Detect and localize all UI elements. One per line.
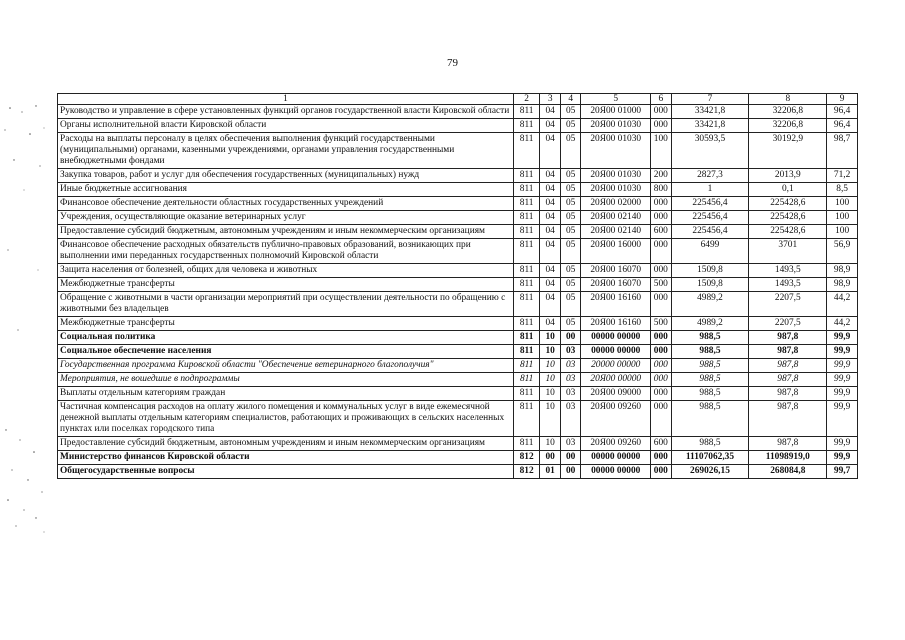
table-row xyxy=(58,211,858,225)
row-expense-type-cell: 500 xyxy=(651,278,671,292)
table-row xyxy=(58,359,858,373)
row-name-cell: Финансовое обеспечение деятельности областных государственных учреждений xyxy=(58,197,514,211)
row-executed-amount-cell: 225428,6 xyxy=(749,225,827,239)
row-subsection-cell: 05 xyxy=(560,264,580,278)
row-ministry-code-cell: 811 xyxy=(513,264,540,278)
row-name-cell: Министерство финансов Кировской области xyxy=(58,451,514,465)
row-executed-amount-cell: 32206,8 xyxy=(749,119,827,133)
row-planned-amount-cell: 30593,5 xyxy=(671,133,749,169)
row-target-article-cell: 00000 00000 xyxy=(581,345,651,359)
row-target-article-cell: 00000 00000 xyxy=(581,465,651,479)
row-ministry-code-cell: 811 xyxy=(513,387,540,401)
row-planned-amount-cell: 988,5 xyxy=(671,387,749,401)
row-expense-type-cell: 000 xyxy=(651,119,671,133)
row-subsection-cell: 05 xyxy=(560,133,580,169)
table-row xyxy=(58,239,858,264)
row-planned-amount-cell: 11107062,35 xyxy=(671,451,749,465)
row-name-cell: Предоставление субсидий бюджетным, автономным учреждениям и иным некоммерческим организациям xyxy=(58,225,514,239)
row-executed-amount-cell: 0,1 xyxy=(749,183,827,197)
row-name-cell: Расходы на выплаты персоналу в целях обеспечения выполнения функций государственными (муниципальными) органами, казенными учреждениями, органами управления государственными внебюджетными фондами xyxy=(58,133,514,169)
column-header-8: 8 xyxy=(749,94,827,105)
row-name-cell: Частичная компенсация расходов на оплату жилого помещения и коммунальных услуг в виде ежемесячной денежной выплаты отдельным категориям специалистов, работающих и проживающих в сельских населенных пунктах или поселках городского типа xyxy=(58,401,514,437)
row-executed-amount-cell: 268084,8 xyxy=(749,465,827,479)
table-row xyxy=(58,133,858,169)
row-ministry-code-cell: 811 xyxy=(513,278,540,292)
row-section-cell: 00 xyxy=(540,451,560,465)
row-executed-amount-cell: 32206,8 xyxy=(749,105,827,119)
row-planned-amount-cell: 988,5 xyxy=(671,401,749,437)
row-name-cell: Иные бюджетные ассигнования xyxy=(58,183,514,197)
row-expense-type-cell: 000 xyxy=(651,359,671,373)
row-expense-type-cell: 000 xyxy=(651,239,671,264)
row-target-article-cell: 20Я00 02140 xyxy=(581,225,651,239)
row-ministry-code-cell: 811 xyxy=(513,197,540,211)
row-ministry-code-cell: 812 xyxy=(513,451,540,465)
row-executed-amount-cell: 987,8 xyxy=(749,345,827,359)
row-ministry-code-cell: 811 xyxy=(513,225,540,239)
row-subsection-cell: 05 xyxy=(560,317,580,331)
row-subsection-cell: 03 xyxy=(560,359,580,373)
row-target-article-cell: 20Я00 16070 xyxy=(581,278,651,292)
row-target-article-cell: 20Я00 01030 xyxy=(581,183,651,197)
row-target-article-cell: 20Я00 01030 xyxy=(581,133,651,169)
row-name-cell: Социальное обеспечение населения xyxy=(58,345,514,359)
row-section-cell: 04 xyxy=(540,317,560,331)
row-subsection-cell: 05 xyxy=(560,183,580,197)
row-section-cell: 10 xyxy=(540,359,560,373)
row-section-cell: 04 xyxy=(540,183,560,197)
row-name-cell: Закупка товаров, работ и услуг для обеспечения государственных (муниципальных) нужд xyxy=(58,169,514,183)
row-percent-cell: 96,4 xyxy=(827,119,858,133)
column-header-2: 2 xyxy=(513,94,540,105)
row-executed-amount-cell: 2013,9 xyxy=(749,169,827,183)
table-row xyxy=(58,331,858,345)
row-section-cell: 10 xyxy=(540,387,560,401)
row-name-cell: Органы исполнительной власти Кировской области xyxy=(58,119,514,133)
row-planned-amount-cell: 988,5 xyxy=(671,359,749,373)
row-subsection-cell: 03 xyxy=(560,345,580,359)
row-target-article-cell: 20Я00 16000 xyxy=(581,239,651,264)
row-planned-amount-cell: 988,5 xyxy=(671,331,749,345)
row-percent-cell: 44,2 xyxy=(827,292,858,317)
row-subsection-cell: 05 xyxy=(560,292,580,317)
row-expense-type-cell: 100 xyxy=(651,133,671,169)
row-name-cell: Руководство и управление в сфере установленных функций органов государственной власти Кировской области xyxy=(58,105,514,119)
row-target-article-cell: 20Я00 09260 xyxy=(581,437,651,451)
row-target-article-cell: 20Я00 01000 xyxy=(581,105,651,119)
row-name-cell: Мероприятия, не вошедшие в подпрограммы xyxy=(58,373,514,387)
row-expense-type-cell: 000 xyxy=(651,264,671,278)
row-ministry-code-cell: 811 xyxy=(513,239,540,264)
row-section-cell: 04 xyxy=(540,264,560,278)
row-percent-cell: 98,9 xyxy=(827,278,858,292)
table-row xyxy=(58,183,858,197)
row-expense-type-cell: 600 xyxy=(651,437,671,451)
row-planned-amount-cell: 225456,4 xyxy=(671,225,749,239)
row-subsection-cell: 05 xyxy=(560,119,580,133)
row-expense-type-cell: 000 xyxy=(651,401,671,437)
row-subsection-cell: 05 xyxy=(560,239,580,264)
row-expense-type-cell: 000 xyxy=(651,292,671,317)
row-executed-amount-cell: 1493,5 xyxy=(749,264,827,278)
row-ministry-code-cell: 811 xyxy=(513,345,540,359)
row-ministry-code-cell: 811 xyxy=(513,169,540,183)
row-expense-type-cell: 000 xyxy=(651,465,671,479)
row-expense-type-cell: 200 xyxy=(651,169,671,183)
row-percent-cell: 98,7 xyxy=(827,133,858,169)
row-expense-type-cell: 000 xyxy=(651,331,671,345)
row-subsection-cell: 03 xyxy=(560,387,580,401)
row-section-cell: 01 xyxy=(540,465,560,479)
row-expense-type-cell: 000 xyxy=(651,211,671,225)
binding-speckle-marks xyxy=(0,100,50,540)
row-expense-type-cell: 000 xyxy=(651,197,671,211)
row-percent-cell: 99,9 xyxy=(827,359,858,373)
row-percent-cell: 100 xyxy=(827,197,858,211)
row-ministry-code-cell: 811 xyxy=(513,401,540,437)
table-row xyxy=(58,197,858,211)
row-target-article-cell: 20Я00 16160 xyxy=(581,317,651,331)
row-target-article-cell: 20Я00 01030 xyxy=(581,169,651,183)
row-ministry-code-cell: 812 xyxy=(513,465,540,479)
row-expense-type-cell: 000 xyxy=(651,345,671,359)
table-row xyxy=(58,345,858,359)
row-executed-amount-cell: 987,8 xyxy=(749,387,827,401)
row-ministry-code-cell: 811 xyxy=(513,292,540,317)
row-target-article-cell: 20Я00 16160 xyxy=(581,292,651,317)
row-name-cell: Предоставление субсидий бюджетным, автономным учреждениям и иным некоммерческим организациям xyxy=(58,437,514,451)
row-target-article-cell: 20Я00 01030 xyxy=(581,119,651,133)
row-section-cell: 10 xyxy=(540,345,560,359)
column-header-4: 4 xyxy=(560,94,580,105)
row-ministry-code-cell: 811 xyxy=(513,133,540,169)
row-subsection-cell: 05 xyxy=(560,278,580,292)
row-subsection-cell: 05 xyxy=(560,225,580,239)
row-planned-amount-cell: 6499 xyxy=(671,239,749,264)
row-section-cell: 10 xyxy=(540,373,560,387)
row-percent-cell: 99,7 xyxy=(827,465,858,479)
row-subsection-cell: 03 xyxy=(560,401,580,437)
row-name-cell: Общегосударственные вопросы xyxy=(58,465,514,479)
row-planned-amount-cell: 4989,2 xyxy=(671,292,749,317)
table-row xyxy=(58,264,858,278)
table-body xyxy=(58,94,858,479)
row-subsection-cell: 05 xyxy=(560,197,580,211)
row-executed-amount-cell: 30192,9 xyxy=(749,133,827,169)
row-planned-amount-cell: 4989,2 xyxy=(671,317,749,331)
row-executed-amount-cell: 987,8 xyxy=(749,401,827,437)
row-percent-cell: 99,9 xyxy=(827,331,858,345)
table-row xyxy=(58,169,858,183)
row-name-cell: Социальная политика xyxy=(58,331,514,345)
row-ministry-code-cell: 811 xyxy=(513,317,540,331)
table-row xyxy=(58,225,858,239)
row-percent-cell: 71,2 xyxy=(827,169,858,183)
row-name-cell: Учреждения, осуществляющие оказание ветеринарных услуг xyxy=(58,211,514,225)
table-row xyxy=(58,401,858,437)
row-planned-amount-cell: 2827,3 xyxy=(671,169,749,183)
row-planned-amount-cell: 988,5 xyxy=(671,345,749,359)
row-executed-amount-cell: 225428,6 xyxy=(749,211,827,225)
table-row xyxy=(58,451,858,465)
row-percent-cell: 56,9 xyxy=(827,239,858,264)
row-percent-cell: 100 xyxy=(827,211,858,225)
row-percent-cell: 99,9 xyxy=(827,387,858,401)
row-expense-type-cell: 600 xyxy=(651,225,671,239)
table-row xyxy=(58,278,858,292)
row-subsection-cell: 03 xyxy=(560,437,580,451)
row-executed-amount-cell: 11098919,0 xyxy=(749,451,827,465)
row-executed-amount-cell: 225428,6 xyxy=(749,197,827,211)
row-expense-type-cell: 000 xyxy=(651,387,671,401)
row-target-article-cell: 20Я00 09260 xyxy=(581,401,651,437)
page-number: 79 xyxy=(447,57,458,69)
row-executed-amount-cell: 987,8 xyxy=(749,359,827,373)
row-subsection-cell: 05 xyxy=(560,169,580,183)
row-name-cell: Государственная программа Кировской области "Обеспечение ветеринарного благополучия" xyxy=(58,359,514,373)
column-header-6: 6 xyxy=(651,94,671,105)
table-row xyxy=(58,465,858,479)
row-ministry-code-cell: 811 xyxy=(513,437,540,451)
row-target-article-cell: 20000 00000 xyxy=(581,359,651,373)
row-ministry-code-cell: 811 xyxy=(513,211,540,225)
row-subsection-cell: 05 xyxy=(560,211,580,225)
table-row xyxy=(58,119,858,133)
row-percent-cell: 99,9 xyxy=(827,401,858,437)
table-row xyxy=(58,292,858,317)
row-ministry-code-cell: 811 xyxy=(513,105,540,119)
row-percent-cell: 99,9 xyxy=(827,345,858,359)
row-ministry-code-cell: 811 xyxy=(513,373,540,387)
row-section-cell: 10 xyxy=(540,401,560,437)
row-executed-amount-cell: 987,8 xyxy=(749,437,827,451)
row-percent-cell: 8,5 xyxy=(827,183,858,197)
row-planned-amount-cell: 33421,8 xyxy=(671,119,749,133)
row-planned-amount-cell: 225456,4 xyxy=(671,197,749,211)
row-target-article-cell: 00000 00000 xyxy=(581,331,651,345)
column-header-7: 7 xyxy=(671,94,749,105)
row-target-article-cell: 20Я00 02000 xyxy=(581,197,651,211)
table-row xyxy=(58,387,858,401)
row-section-cell: 04 xyxy=(540,197,560,211)
row-section-cell: 10 xyxy=(540,331,560,345)
row-subsection-cell: 00 xyxy=(560,465,580,479)
budget-table xyxy=(57,93,858,479)
row-expense-type-cell: 000 xyxy=(651,105,671,119)
row-executed-amount-cell: 3701 xyxy=(749,239,827,264)
row-subsection-cell: 00 xyxy=(560,451,580,465)
row-expense-type-cell: 000 xyxy=(651,451,671,465)
row-subsection-cell: 03 xyxy=(560,373,580,387)
table-row xyxy=(58,373,858,387)
row-section-cell: 10 xyxy=(540,437,560,451)
column-header-9: 9 xyxy=(827,94,858,105)
row-section-cell: 04 xyxy=(540,133,560,169)
row-section-cell: 04 xyxy=(540,119,560,133)
row-section-cell: 04 xyxy=(540,105,560,119)
row-name-cell: Межбюджетные трансферты xyxy=(58,278,514,292)
row-section-cell: 04 xyxy=(540,169,560,183)
row-percent-cell: 99,9 xyxy=(827,373,858,387)
row-planned-amount-cell: 269026,15 xyxy=(671,465,749,479)
column-header-3: 3 xyxy=(540,94,560,105)
row-name-cell: Финансовое обеспечение расходных обязательств публично-правовых образований, возникающих при выполнении ими переданных государственных полномочий Кировской области xyxy=(58,239,514,264)
row-percent-cell: 100 xyxy=(827,225,858,239)
row-name-cell: Обращение с животными в части организации мероприятий при осуществлении деятельности по обращению с животными без владельцев xyxy=(58,292,514,317)
row-ministry-code-cell: 811 xyxy=(513,359,540,373)
row-target-article-cell: 20Я00 00000 xyxy=(581,373,651,387)
table-row xyxy=(58,317,858,331)
row-percent-cell: 98,9 xyxy=(827,264,858,278)
row-expense-type-cell: 000 xyxy=(651,373,671,387)
row-executed-amount-cell: 987,8 xyxy=(749,373,827,387)
row-subsection-cell: 05 xyxy=(560,105,580,119)
row-planned-amount-cell: 988,5 xyxy=(671,437,749,451)
row-planned-amount-cell: 1509,8 xyxy=(671,278,749,292)
row-expense-type-cell: 800 xyxy=(651,183,671,197)
row-executed-amount-cell: 2207,5 xyxy=(749,292,827,317)
row-planned-amount-cell: 1509,8 xyxy=(671,264,749,278)
table-row xyxy=(58,105,858,119)
row-name-cell: Защита населения от болезней, общих для человека и животных xyxy=(58,264,514,278)
row-section-cell: 04 xyxy=(540,239,560,264)
row-section-cell: 04 xyxy=(540,292,560,317)
row-name-cell: Межбюджетные трансферты xyxy=(58,317,514,331)
row-percent-cell: 99,9 xyxy=(827,437,858,451)
table-row xyxy=(58,437,858,451)
row-percent-cell: 96,4 xyxy=(827,105,858,119)
row-ministry-code-cell: 811 xyxy=(513,331,540,345)
row-name-cell: Выплаты отдельным категориям граждан xyxy=(58,387,514,401)
row-planned-amount-cell: 33421,8 xyxy=(671,105,749,119)
row-target-article-cell: 20Я00 09000 xyxy=(581,387,651,401)
row-planned-amount-cell: 225456,4 xyxy=(671,211,749,225)
row-planned-amount-cell: 988,5 xyxy=(671,373,749,387)
row-expense-type-cell: 500 xyxy=(651,317,671,331)
row-target-article-cell: 20Я00 16070 xyxy=(581,264,651,278)
row-percent-cell: 99,9 xyxy=(827,451,858,465)
column-number-row xyxy=(58,94,858,105)
row-planned-amount-cell: 1 xyxy=(671,183,749,197)
row-subsection-cell: 00 xyxy=(560,331,580,345)
row-percent-cell: 44,2 xyxy=(827,317,858,331)
row-target-article-cell: 20Я00 02140 xyxy=(581,211,651,225)
row-target-article-cell: 00000 00000 xyxy=(581,451,651,465)
column-header-1: 1 xyxy=(58,94,514,105)
row-executed-amount-cell: 2207,5 xyxy=(749,317,827,331)
row-executed-amount-cell: 987,8 xyxy=(749,331,827,345)
row-ministry-code-cell: 811 xyxy=(513,183,540,197)
row-ministry-code-cell: 811 xyxy=(513,119,540,133)
row-executed-amount-cell: 1493,5 xyxy=(749,278,827,292)
row-section-cell: 04 xyxy=(540,211,560,225)
row-section-cell: 04 xyxy=(540,225,560,239)
column-header-5: 5 xyxy=(581,94,651,105)
row-section-cell: 04 xyxy=(540,278,560,292)
